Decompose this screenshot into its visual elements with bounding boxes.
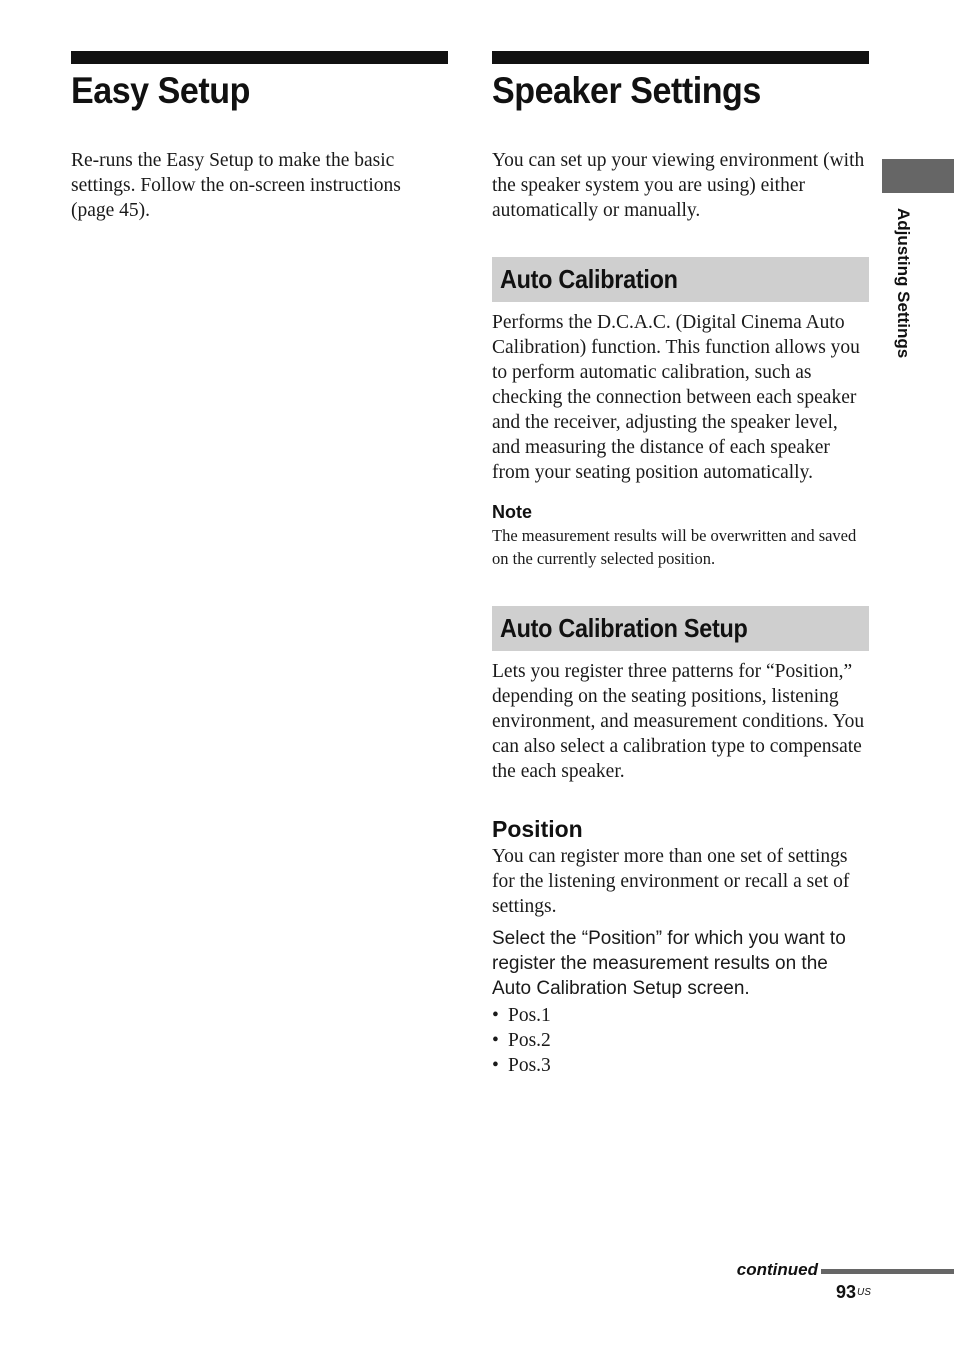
easy-setup-section xyxy=(71,51,448,223)
note-text: The measurement results will be overwritten and saved on the currently selected position. xyxy=(492,526,857,568)
section-rule xyxy=(71,51,448,64)
easy-setup-body: Re-runs the Easy Setup to make the basic settings. Follow the on-screen instructions (page 45). xyxy=(71,150,401,221)
position-heading: Position xyxy=(492,816,583,842)
auto-calibration-setup-heading xyxy=(492,606,869,651)
position-options-list xyxy=(492,1003,869,1078)
section-rule xyxy=(492,51,869,64)
position-body: You can register more than one set of settings for the listening environment or recall a set of settings. xyxy=(492,846,850,917)
position-instruction: Select the “Position” for which you want to register the measurement results on the Auto Calibration Setup screen. xyxy=(492,928,846,999)
speaker-settings-section xyxy=(492,51,869,1078)
note-heading: Note xyxy=(492,502,532,522)
chapter-label: Adjusting Settings xyxy=(894,208,913,359)
auto-calibration-body: Performs the D.C.A.C. (Digital Cinema Auto Calibration) function. This function allows you to perform automatic calibration, such as checking the connection between each speaker and the receiver, adjusting the speaker level, and measuring the distance of each speaker from your seating position automatically. xyxy=(492,312,860,483)
auto-calibration-setup-body: Lets you register three patterns for “Position,” depending on the seating positions, listening environment, and measurement conditions. You can also select a calibration type to compensate the each speaker. xyxy=(492,661,865,782)
page-number-suffix: US xyxy=(857,1287,871,1298)
page-number-value: 93 xyxy=(836,1282,857,1302)
position-option: • Pos.1 xyxy=(492,1003,869,1028)
auto-calibration-setup-heading-text: Auto Calibration Setup xyxy=(500,613,748,643)
continued-label: continued xyxy=(736,1260,818,1279)
speaker-settings-title: Speaker Settings xyxy=(492,70,761,111)
position-option: • Pos.2 xyxy=(492,1028,869,1053)
page-number xyxy=(836,1281,871,1303)
auto-calibration-heading xyxy=(492,257,869,302)
easy-setup-title: Easy Setup xyxy=(71,70,250,111)
position-option: • Pos.3 xyxy=(492,1053,869,1078)
continued-bar xyxy=(821,1269,954,1274)
chapter-tab xyxy=(882,159,954,193)
speaker-settings-intro: You can set up your viewing environment (with the speaker system you are using) either automatically or manually. xyxy=(492,150,865,221)
auto-calibration-heading-text: Auto Calibration xyxy=(500,264,678,294)
